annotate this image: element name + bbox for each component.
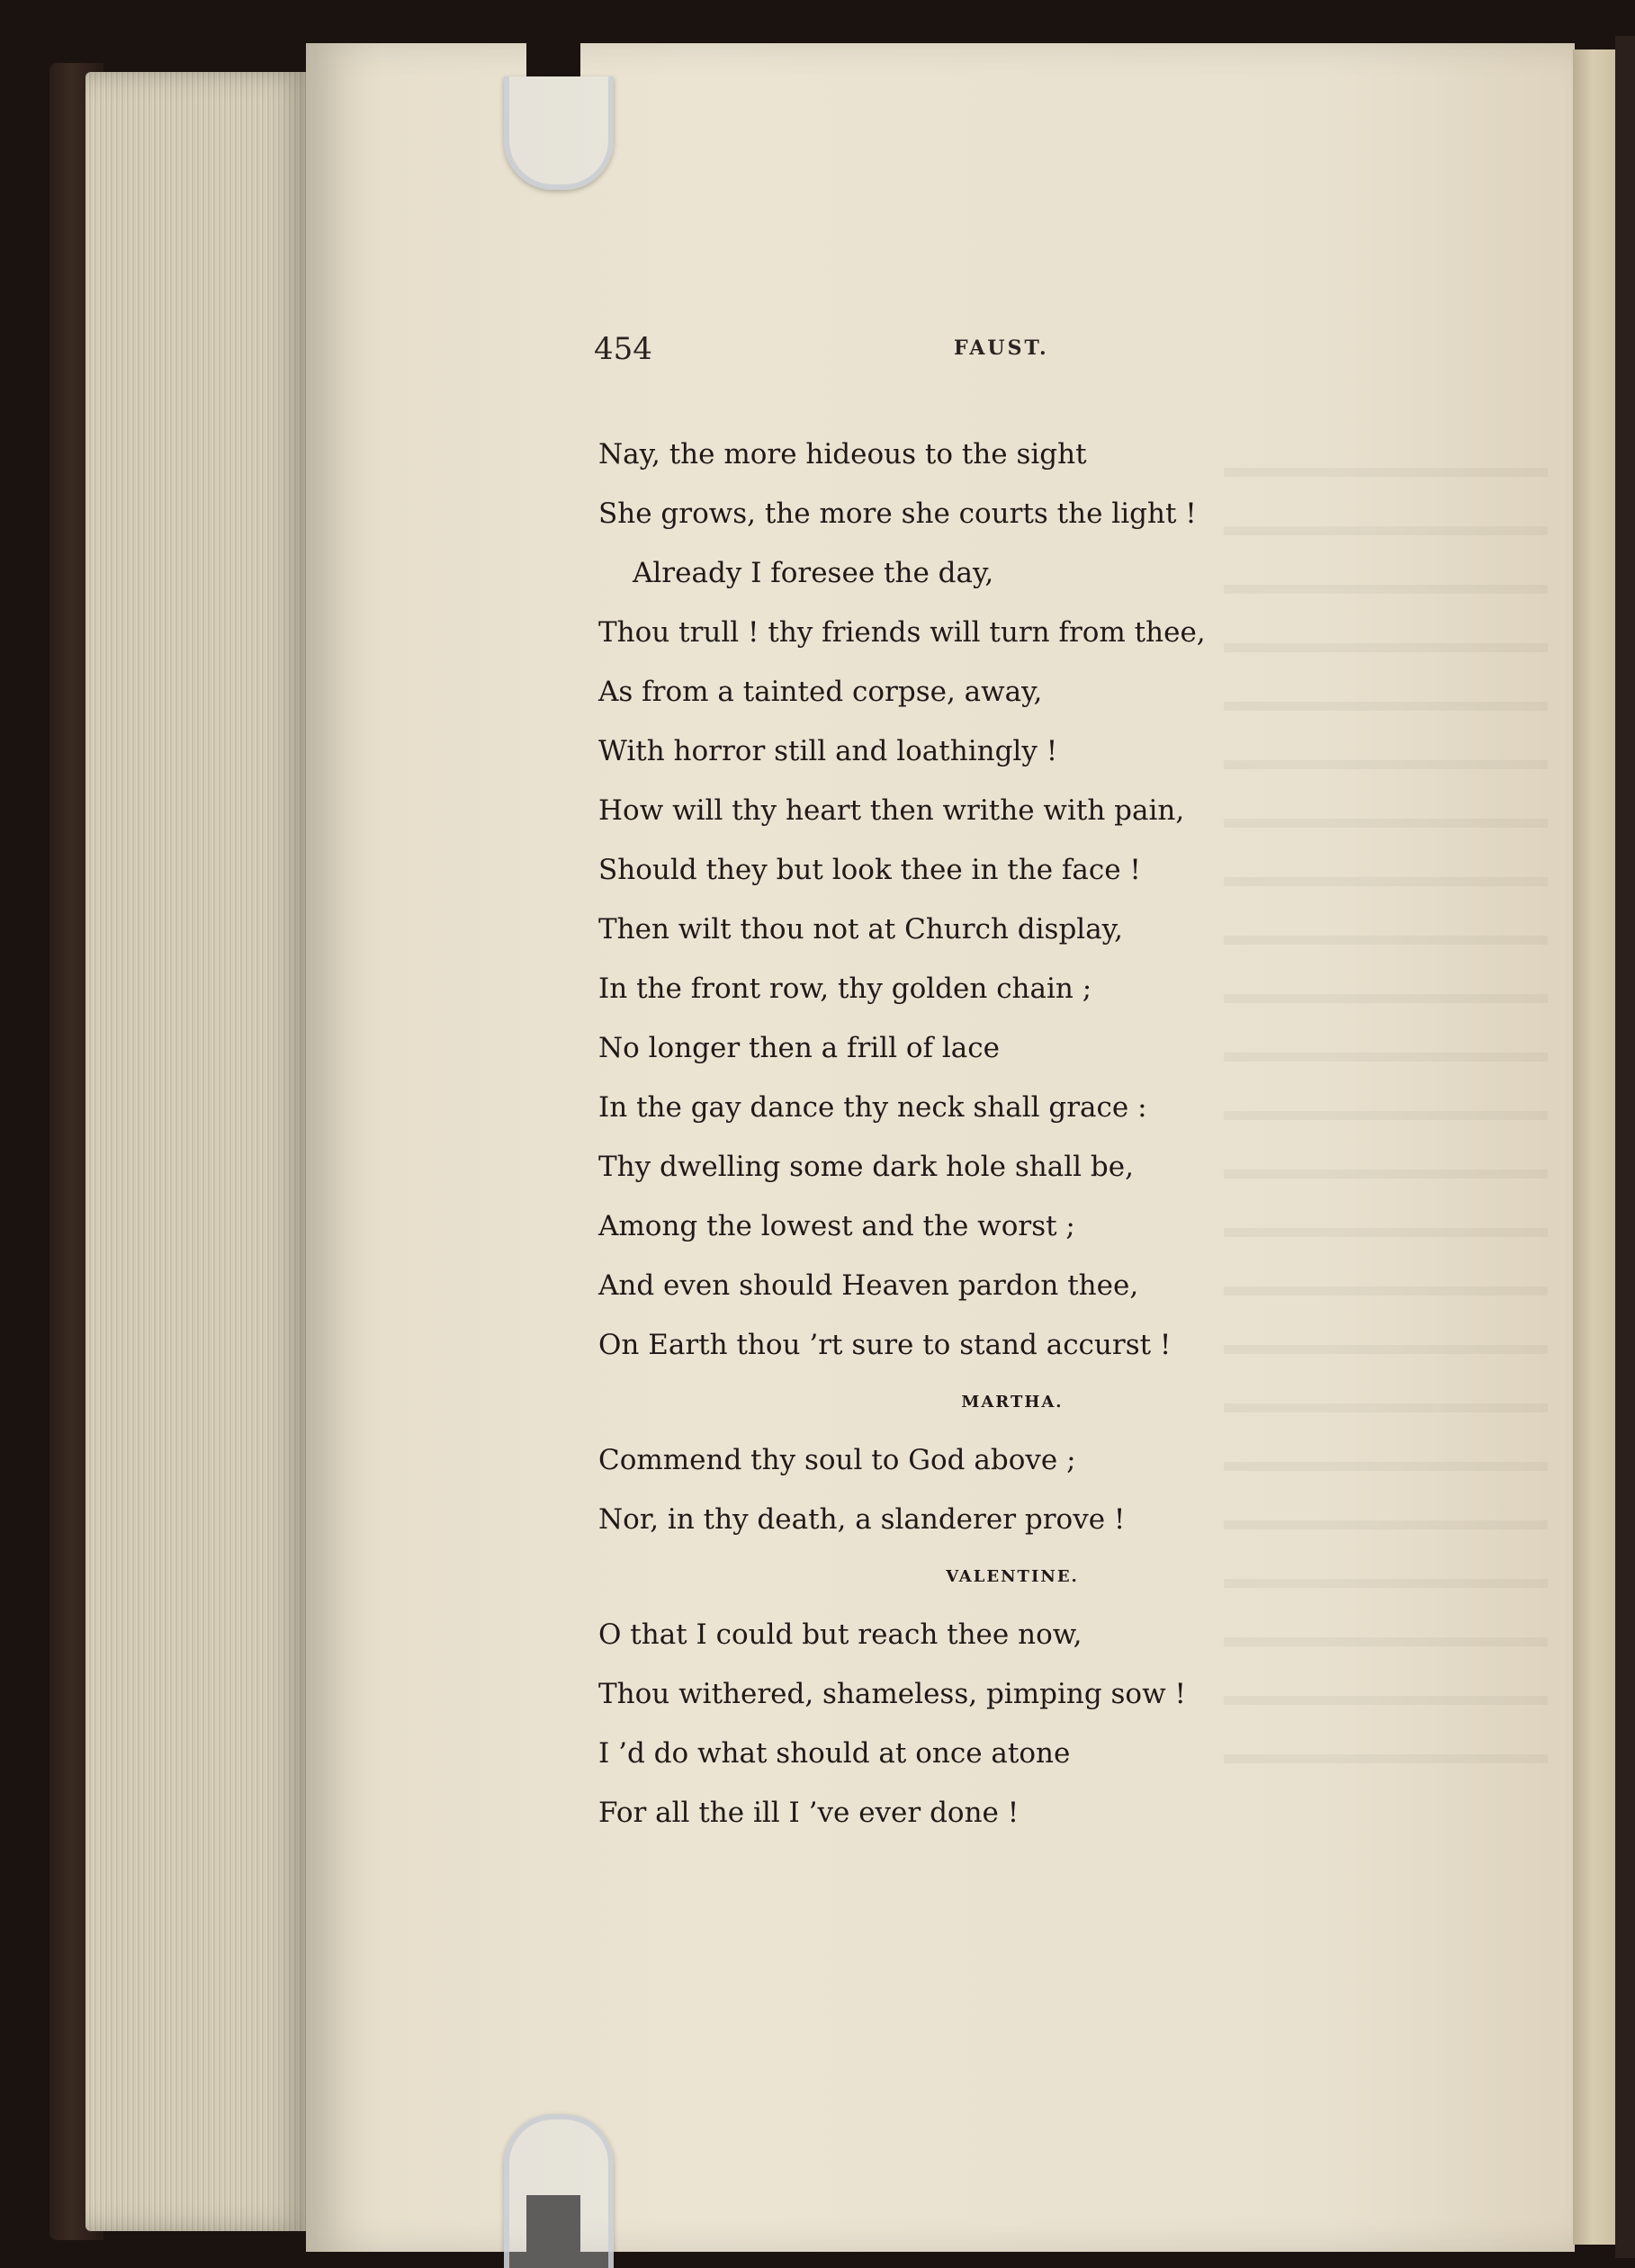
verse-line: Nay, the more hideous to the sight <box>598 438 1087 471</box>
verse-line: Commend thy soul to God above ; <box>598 1444 1076 1476</box>
speaker-heading-valentine: VALENTINE. <box>946 1567 1079 1586</box>
verse-line: Already I foresee the day, <box>633 557 994 589</box>
verse-line: She grows, the more she courts the light ! <box>598 498 1197 530</box>
running-title: FAUST. <box>954 336 1049 360</box>
verse-line: Then wilt thou not at Church display, <box>598 913 1123 946</box>
verse-line: O that I could but reach thee now, <box>598 1618 1083 1651</box>
page-clip-bottom <box>504 2114 614 2268</box>
page-edges <box>85 72 310 2231</box>
verse-line: And even should Heaven pardon thee, <box>598 1269 1139 1302</box>
verse-text <box>598 425 1390 1842</box>
page-number: 454 <box>594 331 652 367</box>
verse-line: How will thy heart then writhe with pain, <box>598 794 1185 827</box>
verse-line: On Earth thou ’rt sure to stand accurst ! <box>598 1329 1172 1361</box>
verse-line: Thou withered, shameless, pimping sow ! <box>598 1678 1186 1710</box>
verse-line: For all the ill I ’ve ever done ! <box>598 1797 1020 1829</box>
verse-line: Among the lowest and the worst ; <box>598 1210 1075 1242</box>
verse-line: Nor, in thy death, a slanderer prove ! <box>598 1503 1126 1536</box>
verse-line: In the gay dance thy neck shall grace : <box>598 1091 1147 1124</box>
verse-line: As from a tainted corpse, away, <box>598 676 1043 708</box>
speaker-heading-martha: MARTHA. <box>961 1393 1064 1412</box>
verse-line: Should they but look thee in the face ! <box>598 854 1141 886</box>
verse-line: Thou trull ! thy friends will turn from thee, <box>598 616 1206 649</box>
verse-line: In the front row, thy golden chain ; <box>598 973 1092 1005</box>
book-cover-right <box>1615 36 1635 2258</box>
verse-line: No longer then a frill of lace <box>598 1032 1000 1064</box>
verse-line: With horror still and loathingly ! <box>598 735 1058 767</box>
verse-line: I ’d do what should at once atone <box>598 1737 1071 1770</box>
clip-strap-top <box>526 0 580 76</box>
verse-line: Thy dwelling some dark hole shall be, <box>598 1151 1134 1183</box>
page-clip-top <box>504 76 614 190</box>
